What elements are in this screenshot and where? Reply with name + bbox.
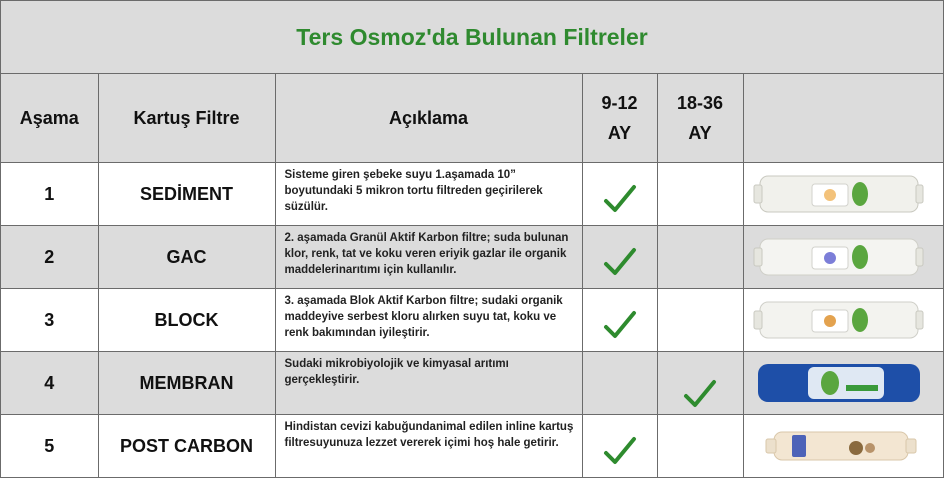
table-row xyxy=(1,163,943,226)
cartridge-name: SEDİMENT xyxy=(98,163,275,226)
post-carbon-filter-cartridge xyxy=(752,424,924,468)
cartridge-name: MEMBRAN xyxy=(98,352,275,415)
page-title: Ters Osmoz'da Bulunan Filtreler xyxy=(296,23,648,50)
check-9-12-cell xyxy=(582,163,657,226)
stage-number: 2 xyxy=(1,226,98,289)
table-row xyxy=(1,226,943,289)
header-stage: Aşama xyxy=(1,74,98,163)
check-9-12-cell xyxy=(582,289,657,352)
checkmark-icon xyxy=(603,247,637,277)
checkmark-icon xyxy=(603,310,637,340)
check-9-12-cell xyxy=(582,415,657,478)
check-18-36-cell xyxy=(657,289,743,352)
check-9-12-cell xyxy=(582,352,657,415)
header-cartridge: Kartuş Filtre xyxy=(98,74,275,163)
sediment-filter-cartridge xyxy=(752,172,924,216)
description-cell xyxy=(275,352,582,415)
description-text: 3. aşamada Blok Aktif Karbon filtre; sudaki organik maddeyive serbest kloru alırken suyu tat, koku ve renk bakımından iyileştirir. xyxy=(284,295,563,339)
description-text: Hindistan cevizi kabuğundanimal edilen inline kartuş filtresuyunuza lezzet vererek içimi hoş hale getirir. xyxy=(284,421,574,449)
check-18-36-cell xyxy=(657,226,743,289)
stage-number: 5 xyxy=(1,415,98,478)
check-9-12-cell xyxy=(582,226,657,289)
gac-filter-cartridge xyxy=(752,235,924,279)
filter-image-cell xyxy=(743,289,943,352)
description-cell xyxy=(275,415,582,478)
description-text: Sudaki mikrobiyolojik ve kimyasal arıtımı gerçekleştirir. xyxy=(284,358,509,386)
check-18-36-cell xyxy=(657,352,743,415)
header-18-36-label: 18-36 AY xyxy=(676,93,724,143)
description-cell xyxy=(275,289,582,352)
check-18-36-cell xyxy=(657,163,743,226)
checkmark-icon xyxy=(603,436,637,466)
membrane-filter-cartridge xyxy=(752,361,924,405)
cartridge-name: BLOCK xyxy=(98,289,275,352)
cartridge-name: POST CARBON xyxy=(98,415,275,478)
description-cell xyxy=(275,163,582,226)
filter-image-cell xyxy=(743,163,943,226)
header-9-12 xyxy=(582,74,657,163)
description-cell xyxy=(275,226,582,289)
cartridge-name: GAC xyxy=(98,226,275,289)
header-image xyxy=(743,74,943,163)
table-row xyxy=(1,352,943,415)
table-row xyxy=(1,415,943,478)
block-filter-cartridge xyxy=(752,298,924,342)
table-header-row xyxy=(1,74,943,163)
title-bar xyxy=(1,1,943,74)
stage-number: 1 xyxy=(1,163,98,226)
filter-image-cell xyxy=(743,415,943,478)
description-text: 2. aşamada Granül Aktif Karbon filtre; suda bulunan klor, renk, tat ve koku veren eriyik gazlar ile organik maddelerinarıtımı için kullanılır. xyxy=(284,232,569,276)
header-18-36 xyxy=(657,74,743,163)
filter-image-cell xyxy=(743,226,943,289)
filter-image-cell xyxy=(743,352,943,415)
header-9-12-label: 9-12 AY xyxy=(601,93,638,143)
description-text: Sisteme giren şebeke suyu 1.aşamada 10” boyutundaki 5 mikron tortu filtreden geçirilerek süzülür. xyxy=(284,169,543,213)
stage-number: 4 xyxy=(1,352,98,415)
filters-table xyxy=(1,74,943,477)
header-description: Açıklama xyxy=(275,74,582,163)
check-18-36-cell xyxy=(657,415,743,478)
stage-number: 3 xyxy=(1,289,98,352)
table-row xyxy=(1,289,943,352)
checkmark-icon xyxy=(683,379,717,409)
checkmark-icon xyxy=(603,184,637,214)
